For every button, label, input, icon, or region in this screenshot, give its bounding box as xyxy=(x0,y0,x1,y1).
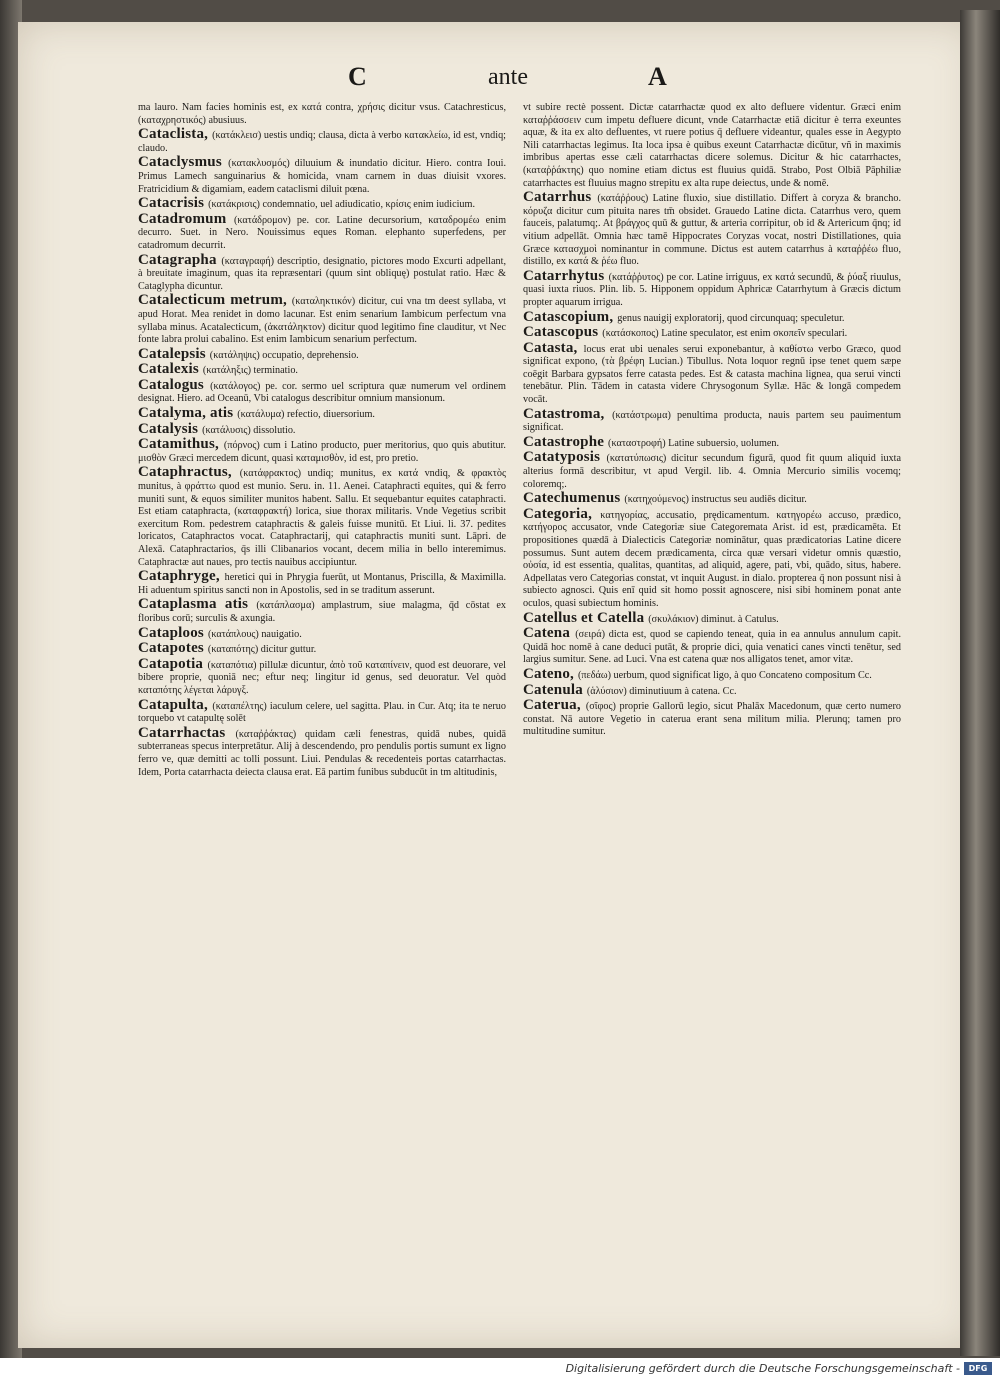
entry-text: (πεδάω) uerbum, quod significat ligo, à quo Concateno compositum Cc. xyxy=(577,669,872,681)
dictionary-entry xyxy=(523,492,901,507)
dictionary-entry xyxy=(523,451,901,491)
entry-headword: Cataphryge, xyxy=(138,568,225,585)
entry-headword: Catenula xyxy=(523,681,587,698)
dictionary-entry xyxy=(523,433,901,451)
entry-headword: Catascopus xyxy=(523,324,603,341)
entry-headword: Catastroma, xyxy=(523,405,613,422)
entry-text: (κατάλογος) pe. cor. sermo uel scriptura quæ numerum vel ordinem designat. Hiero. ad Oceanū, Vbi catalogus describitur omnium mansionum. xyxy=(138,380,506,405)
running-head xyxy=(18,62,976,102)
entry-headword: Catarrhus xyxy=(523,189,598,206)
entry-text: (καταπότια) pillulæ dicuntur, ἀπὸ τοῦ καταπίνειν, quod est deuorare, vel bibere proprie, quoniā nec; eftur neq; lingitur id genus, sed deuoratur. Vel quòd καταπότης λέγεται λάρυγξ. xyxy=(138,659,506,696)
entry-headword: Cataploos xyxy=(138,624,208,641)
entry-headword: Categoria, xyxy=(523,505,601,522)
dictionary-entry xyxy=(138,251,506,294)
dictionary-entry xyxy=(138,294,506,346)
entry-text: (καταγραφή) descriptio, designatio, pictores modo Excurti adpellant, à breuitate imaginum, quas ita repræsentari (quum sint obliquę) postulat ratio. Hæc & Cataglypha dicuntur. xyxy=(138,255,506,292)
entry-headword: Catalysis xyxy=(138,420,203,437)
entry-text: (κατάκρισις) condemnatio, uel adiudicatio, κρίσις enim iudicium. xyxy=(208,199,475,211)
dictionary-entry xyxy=(523,681,901,699)
dictionary-entry xyxy=(138,128,506,155)
running-head-left-letter: C xyxy=(348,62,367,91)
dictionary-entry xyxy=(523,308,901,326)
entry-text: (καταῤῥάκτας) quidam cæli fenestras, quidā nubes, quidā subterraneas specus interpretātur. Alij à descendendo, pro pendulis portis sumunt ex ligno ferro ve, quæ demitti ac tolli possunt. Liui. Pendulas & recedenteis portas catarrhactas. Idem, Porta catarrhacta deiecta clausa erat. Eā partim funibus subducūt in tm altitudinis, xyxy=(138,728,506,778)
entry-text: (κατατύπωσις) dicitur secundum figurā, quod fit quum aliquid iuxta alterius formā describitur, vt apud Vergil. lib. 4. Omnia Mercurio similis vocemq; coloremq;. xyxy=(523,453,901,490)
entry-headword: Catarrhactas xyxy=(138,724,236,741)
dictionary-entry xyxy=(138,598,506,625)
entry-text: (πόρνος) cum i Latino producto, puer meritorius, quo quis abutitur. μισθὸν Græci mercedem dicunt, quasi καταμισθὸν, id est, pro pretio. xyxy=(138,440,506,464)
entry-text: (σκυλάκιον) diminut. à Catulus. xyxy=(648,613,779,625)
entry-headword: Caterua, xyxy=(523,697,586,714)
entry-headword: Cateno, xyxy=(523,665,578,682)
entry-text: (κατάπλους) nauigatio. xyxy=(207,628,302,640)
entry-text: (κατάκλεισ) uestis undiq; clausa, dicta à verbo κατακλείω, id est, vndiq; claudo. xyxy=(138,130,506,154)
dictionary-entry xyxy=(138,655,506,698)
entry-headword: Catapotes xyxy=(138,640,208,657)
entry-text: (καταπέλτης) iaculum celere, uel sagitta. Plau. in Cur. Atq; ita te neruo torquebo vt catapultę solēt xyxy=(138,700,506,725)
entry-text: (καταπότης) dicitur guttur. xyxy=(207,644,317,656)
dictionary-entry xyxy=(138,156,506,196)
entry-text: (καταστροφή) Latine subuersio, uolumen. xyxy=(608,437,780,449)
book-gutter xyxy=(960,10,1000,1356)
entry-headword: Cataclysmus xyxy=(138,154,229,171)
entry-text: (σειρά) dicta est, quod se capiendo teneat, quia in ea annulus annulum capit. Quidā hoc nomē à cane deduci putāt, & proprie dici, quia venatici canes vincti tenētur, sed largius sumitur. Sene. ad Luci. Vna est catena quæ nos alligatos tenet, amor vitæ. xyxy=(523,629,901,666)
entry-headword: Catasta, xyxy=(523,339,584,356)
entry-headword: Catascopium, xyxy=(523,308,618,325)
entry-text: κατηγορίας, accusatio, prędicamentum. κατηγορέω accuso, prædico, κατήγορος accusator, vnde Categoriæ siue Categoremata Arist. id est, prædicamēta. Et propositiones quædā à Dialecticis Categoriæ nominātur, quas prædicatorias Latine dicere possumus. Sunt autem decem prædicamenta, circa quæ versari videtur omnis quæstio, οὐσία, id est essentia, qualitas, quantitas, ad aliquid, agere, pati, vbi, quādo, situs, habere. Adpellatas vero Categorias constat, vt inquit August. in dialo. propterea q̄ non possunt nisi à subiecto agnosci. Quis enī quid sit homo possit agnoscere, nisi sibi hominem ponat ante oculos, quasi subiectum hominis. xyxy=(523,509,901,609)
left-column xyxy=(138,102,506,780)
entry-text: (κατάπλασμα) amplastrum, siue malagma, q̄d cōstat ex floribus corū; surculis & axungia. xyxy=(138,600,506,624)
entry-text: (κατάλυμα) refectio, diuersorium. xyxy=(237,409,375,421)
dictionary-entry xyxy=(138,210,506,253)
entry-headword: Cataplasma atis xyxy=(138,596,257,613)
dictionary-entry xyxy=(138,642,506,657)
dictionary-entry xyxy=(138,696,506,726)
entry-text: vt subire rectè possent. Dictæ catarrhactæ quod ex alto defluere videntur. Græci enim καταῤῥάσσειν cum impetu defluere dicunt, vnde Catarrhactæ etiā dicitur è terra exeuntes aquæ, & ita ex alto defluentes, vt ruere potius q̄ defluere videantur, quales esse in Aegypto Nili catarrhactas legimus. Ita loca ipsa è quibus exeunt Catarrhactæ dicūtur, vñ in maximis imbribus apertas esse cæli catarrhactas dicere solemus. Dicitur & hic catarrhactes, (καταῤῥάκτης) quo nomine etiam dictus est fluuius quidā. Strabo, Post Olbiā Pāphiliæ catarrhactes est fluuius magno strepitu ex alta rupe deiectus, unde & nomē. xyxy=(523,102,901,189)
entry-headword: Catapotia xyxy=(138,655,208,672)
entry-headword: Catatyposis xyxy=(523,449,607,466)
dictionary-entry xyxy=(523,627,901,667)
entry-text: (κατάληψις) occupatio, deprehensio. xyxy=(209,349,359,361)
entry-headword: Catastrophe xyxy=(523,433,609,450)
dictionary-entry xyxy=(138,102,506,127)
entry-text: (σῖφος) proprie Gallorū legio, sicut Phalāx Macedonum, quæ certo numero constat. Nā autore Vegetio in caterua erant sena militum milia. Plerunq; tamen pro multitudine sumitur. xyxy=(523,701,901,738)
entry-headword: Catalexis xyxy=(138,361,203,378)
dfg-logo-icon: DFG xyxy=(964,1362,992,1375)
running-head-word: ante xyxy=(488,64,528,90)
running-head-right-letter: A xyxy=(648,62,667,91)
right-column xyxy=(523,102,901,740)
entry-text: (καταληκτικόν) dicitur, cui vna tm deest syllaba, vt apud Horat. Mea renidet in domo lacunar. Est enim senarium Iambicum perfectum vna syllaba minus. Acatalecticum, (ἀκατάληκτον) dicitur quod legitimo fine clauditur, vt Nec fonte labra prolui cabalino. Est enim Iambicum senarium perfectum. xyxy=(138,296,506,346)
entry-headword: Catacrisis xyxy=(138,195,209,212)
entry-headword: Catamithus, xyxy=(138,436,224,453)
dictionary-entry xyxy=(138,624,506,642)
entry-text: (ἁλύσιον) diminutiuum à catena. Cc. xyxy=(586,685,737,697)
entry-headword: Catechumenus xyxy=(523,490,625,507)
entry-headword: Catalecticum metrum, xyxy=(138,292,292,309)
entry-text: (κατάλυσις) dissolutio. xyxy=(202,424,296,436)
dictionary-entry xyxy=(138,466,506,569)
entry-text: ma lauro. Nam facies hominis est, ex κατά contra, χρήσις dicitur vsus. Catachresticus, (καταχρηστικός) abusiuus. xyxy=(138,102,506,126)
dictionary-entry xyxy=(523,665,901,683)
dictionary-entry xyxy=(138,438,506,465)
entry-text: heretici qui in Phrygia fuerūt, ut Montanus, Priscilla, & Maximilla. Hi aduentum spiritus sancti non in Apostolis, sed in se traditum asserunt. xyxy=(138,572,506,596)
entry-headword: Catagrapha xyxy=(138,251,222,268)
dictionary-entry xyxy=(523,102,901,190)
entry-text: (κατάληξις) terminatio. xyxy=(202,365,298,377)
dictionary-entry xyxy=(523,609,901,627)
dictionary-entry xyxy=(138,197,506,212)
entry-headword: Catapulta, xyxy=(138,696,213,713)
dictionary-entry xyxy=(523,505,901,611)
entry-text: (κατάστρωμα) penultima producta, nauis partem seu pauimentum significat. xyxy=(523,409,901,434)
dictionary-entry xyxy=(138,570,506,597)
dictionary-entry xyxy=(138,724,506,779)
entry-text: (κατάδρομον) pe. cor. Latine decursorium, καταδρομέω enim decurro. Suet. in Nero. Nouissimus eques Roman. elephanto superfedens, per catadromum decurrit. xyxy=(138,214,506,251)
entry-headword: Catalyma, atis xyxy=(138,405,238,422)
dictionary-entry xyxy=(138,376,506,406)
dictionary-entry xyxy=(523,339,901,407)
dictionary-entry xyxy=(523,699,901,739)
footer-credit: Digitalisierung gefördert durch die Deutsche Forschungsgemeinschaft - xyxy=(565,1362,960,1375)
entry-headword: Catalepsis xyxy=(138,345,210,362)
entry-text: (κατάῤῥυτος) pe cor. Latine irriguus, ex κατά secundū, & ῥύαξ riuulus, quasi iuxta riuos. Plin. lib. 5. Hipponem oppidum Aphricæ Catarrhytum à Græcis dictum propter aquarum irrigua. xyxy=(523,271,901,308)
dictionary-entry xyxy=(138,345,506,363)
dictionary-entry xyxy=(138,420,506,438)
entry-headword: Catarrhytus xyxy=(523,267,609,284)
dictionary-entry xyxy=(523,326,901,341)
dictionary-entry xyxy=(138,407,506,422)
entry-headword: Catadromum xyxy=(138,210,234,227)
entry-text: (κατηχούμενος) instructus seu audiēs dicitur. xyxy=(624,494,807,506)
dictionary-entry xyxy=(523,191,901,269)
dictionary-entry xyxy=(523,267,901,310)
footer-bar xyxy=(0,1358,1000,1380)
entry-headword: Cataclista, xyxy=(138,126,213,143)
dictionary-entry xyxy=(138,363,506,378)
entry-text: (κατακλυσμός) diluuium & inundatio dicitur. Hiero. contra Ioui. Primus Lamech sanguinarius & homicida, vnam carnem in duas diuisit vxores. Fratricidium & digamiam, eadem cataclismi diluit pœna. xyxy=(138,158,506,195)
entry-headword: Catellus et Catella xyxy=(523,609,649,626)
entry-headword: Catalogus xyxy=(138,376,211,393)
entry-text: (κατάῤῥους) Latine fluxio, siue distillatio. Differt à coryza & brancho. κόρυζα dicitur cum pituita nares tm̄ obsidet. Grauedo Latine dicta. Catarrhus vero, quem fauceis, palatumq;. At βράγχος quū & guttur, & arteria corripitur, ob id & Artericum q̄nq; id vitium adpellāt. Omnia hæc tamē Hippocrates Coryzas vocat, nostri Distillationes, quia Græce κατασχμοὶ nominantur in commune. Dictus est autem catarrhus à καταῤῥέω fluo, distillo, ex κατά & ῥέω fluo. xyxy=(523,193,902,268)
entry-text: locus erat ubi uenales serui exponebantur, à καθίστω verbo Græco, quod significat expono, (τὰ βρέφη Lucian.) Tibullus. Nota loquor regnū ipse tenet quem sæpe coēgit Barbara gypsatos ferre catasta pedes. Est & catasta machina lignea, qua serui vincti tenebātur. Plin. Tādem in catasta videre Chrysogonum Syllæ. Hāc & longā compedem vocāt. xyxy=(523,343,901,406)
entry-headword: Catena xyxy=(523,625,576,642)
entry-headword: Cataphractus, xyxy=(138,464,240,481)
book-page xyxy=(18,22,976,1348)
entry-text: (κατάσκοπος) Latine speculator, est enim σκοπεῖν speculari. xyxy=(602,328,848,340)
entry-text: genus nauigij exploratorij, quod circunquaq; speculetur. xyxy=(617,312,845,324)
dictionary-entry xyxy=(523,405,901,435)
entry-text: (κατάφρακτος) undiq; munitus, ex κατά vndiq, & φρακτὸς munitus, à φράττω quod est munio. Seru. in. 11. Aenei. Cataphracti equites, qui & ferro muniti sunt, & equos similiter munitos habent. Sallu. Et sequebantur equites cataphracti. Est etiam cataphracta, (καταφρακτή) lorica, siue thorax militaris. Vnde Vegetius scribit exercitum Rom. pedestrem cataphractis & galeis fuisse munitū. Et Liui. li. 37. pedites loricatos, Cataphractos vocat. Cataphractarij, qui cataphractis muniti sunt. Lāpri. de Alexā. Cataphractarios, q̄s illi Clibanarios vocant, decem milia in bello interemimus. Cataphractæ aut naues, pro tectis nauibus accipiuntur. xyxy=(138,468,506,568)
